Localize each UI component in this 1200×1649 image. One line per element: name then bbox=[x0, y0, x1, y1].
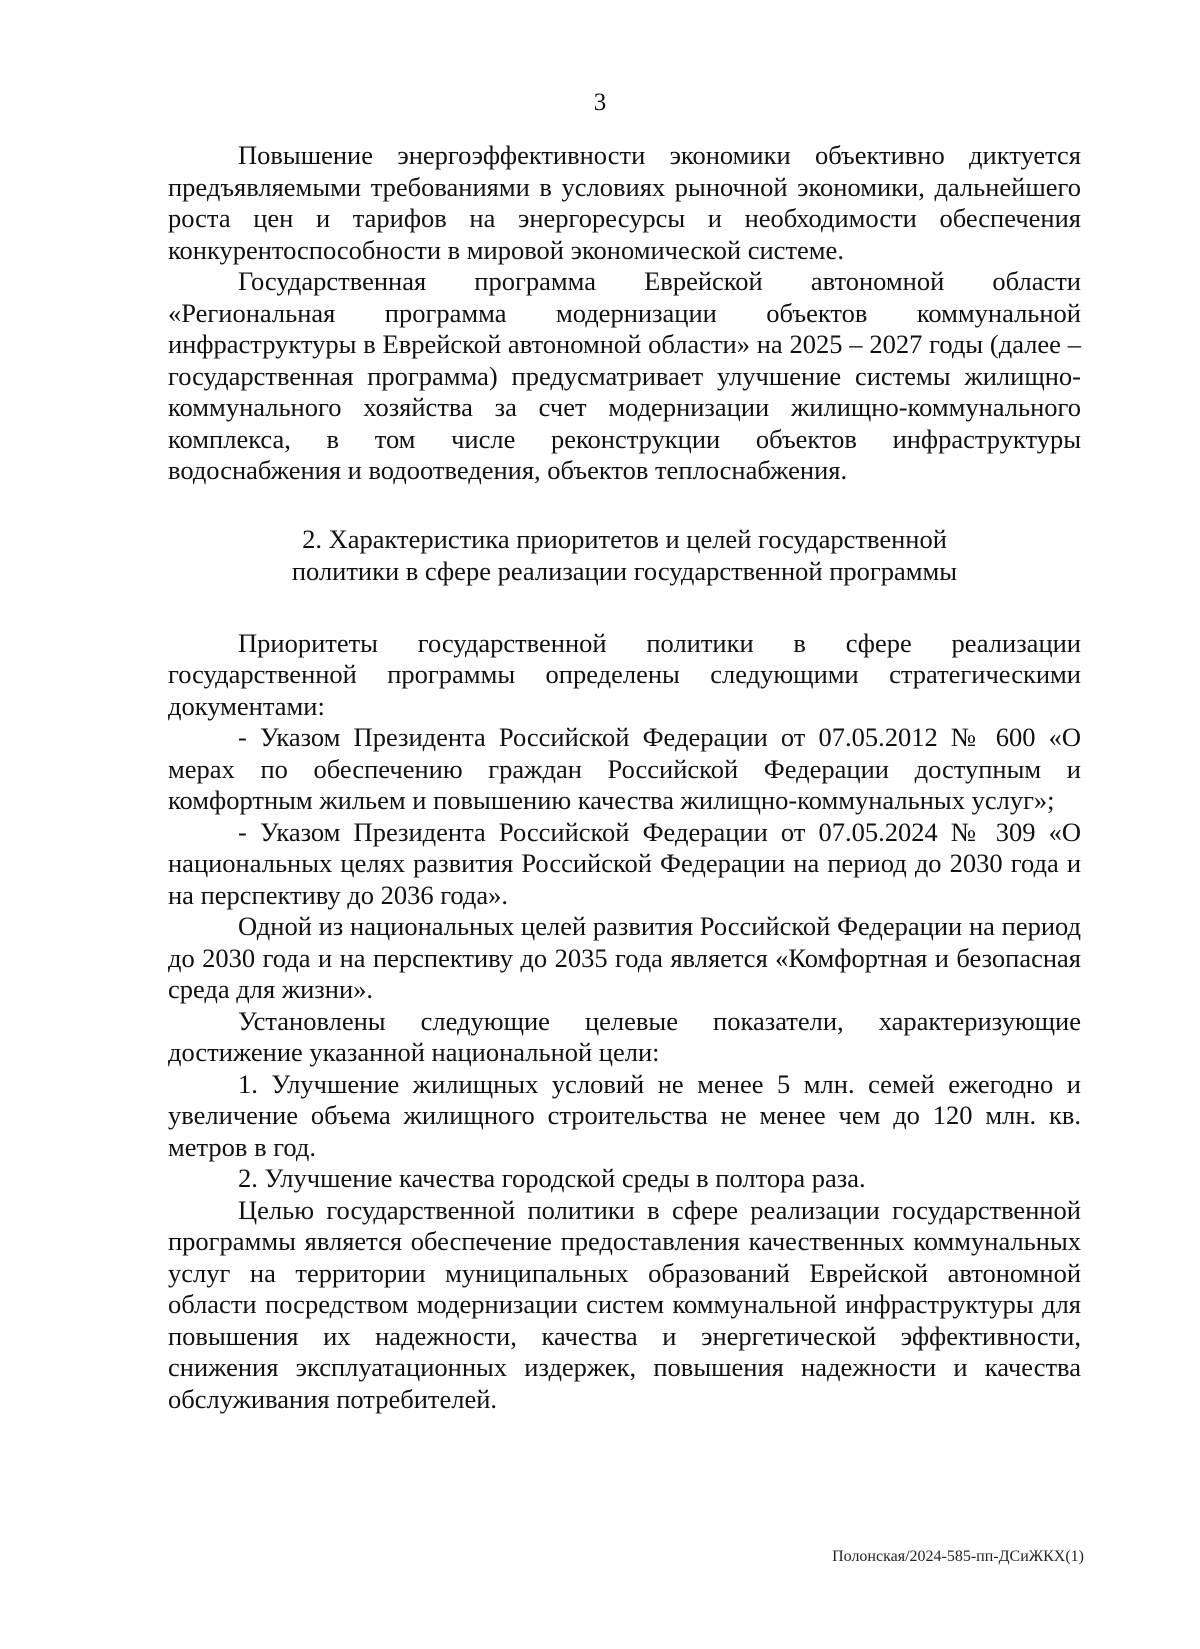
list-item-decree-600: - Указом Президента Российской Федерации от 07.05.2012 № 600 «О мерах по обеспечению граждан Российской Федерации доступным и комфортным жильем и повышению качества жилищно-коммунальных услуг»; bbox=[168, 722, 1081, 815]
list-item-target-2: 2. Улучшение качества городской среды в полтора раза. bbox=[238, 1163, 866, 1193]
paragraph-state-program: Государственная программа Еврейской автономной области «Региональная программа модернизации объектов коммунальной инфраструктуры в Еврейской автономной области» на 2025 – 2027 годы (далее – государственная программа) предусматривает улучшение системы жилищно-коммунального хозяйства за счет модернизации жилищно-коммунального комплекса, в том числе реконструкции объектов инфраструктуры водоснабжения и водоотведения, объектов теплоснабжения. bbox=[168, 266, 1081, 485]
section-heading-line-1: 2. Характеристика приоритетов и целей государственной bbox=[302, 523, 947, 554]
list-item-decree-309: - Указом Президента Российской Федерации от 07.05.2024 № 309 «О национальных целях развития Российской Федерации на период до 2030 года и на перспективу до 2036 года». bbox=[168, 816, 1081, 910]
paragraph-national-goal: Одной из национальных целей развития Российской Федерации на период до 2030 года и на перспективу до 2035 года является «Комфортная и безопасная среда для жизни». bbox=[168, 911, 1081, 1004]
document-footer-code: Полонская/2024-585-пп-ДСиЖКХ(1) bbox=[832, 1548, 1084, 1565]
section-heading bbox=[168, 523, 1081, 587]
paragraph-targets-intro: Установлены следующие целевые показатели, характеризующие достижение указанной национальной цели: bbox=[168, 1005, 1081, 1067]
paragraph-policy-goal: Целью государственной политики в сфере реализации государственной программы является обеспечение предоставления качественных коммунальных услуг на территории муниципальных образований Еврейской автономной области посредством модернизации систем коммунальной инфраструктуры для повышения их надежности, качества и энергетической эффективности, снижения эксплуатационных издержек, повышения надежности и качества обслуживания потребителей. bbox=[168, 1194, 1081, 1414]
section-heading-line-2: политики в сфере реализации государственной программы bbox=[291, 555, 958, 586]
paragraph-priorities-intro: Приоритеты государственной политики в сфере реализации государственной программы определены следующими стратегическими документами: bbox=[168, 627, 1081, 721]
paragraph-energy-efficiency: Повышение энергоэффективности экономики объективно диктуется предъявляемыми требованиями в условиях рыночной экономики, дальнейшего роста цен и тарифов на энергоресурсы и необходимости обеспечения конкурентоспособности в мировой экономической системе. bbox=[168, 140, 1081, 265]
page-number: 3 bbox=[593, 89, 607, 116]
document-body bbox=[168, 140, 1081, 1415]
list-item-target-1: 1. Улучшение жилищных условий не менее 5 млн. семей ежегодно и увеличение объема жилищного строительства не менее чем до 120 млн. кв. метров в год. bbox=[168, 1068, 1081, 1162]
